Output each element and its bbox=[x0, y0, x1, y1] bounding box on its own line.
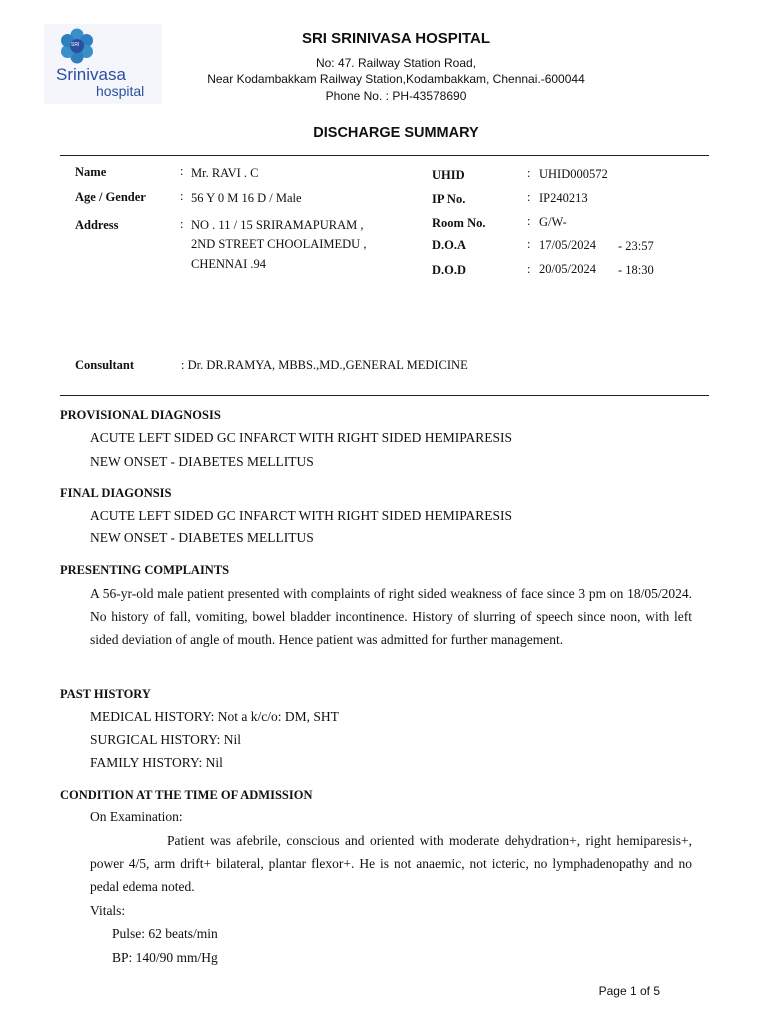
consultant-value: : Dr. DR.RAMYA, MBBS.,MD.,GENERAL MEDICINE bbox=[181, 358, 468, 372]
room-value: G/W- bbox=[539, 215, 567, 229]
age-gender-label: Age / Gender bbox=[75, 190, 146, 204]
provisional-diagnosis-heading: PROVISIONAL DIAGNOSIS bbox=[60, 408, 221, 422]
colon: : bbox=[180, 189, 184, 203]
consultant-label: Consultant bbox=[75, 358, 135, 372]
colon: : bbox=[527, 166, 531, 180]
provisional-diagnosis-line-1: ACUTE LEFT SIDED GC INFARCT WITH RIGHT SIDED HEMIPARESIS bbox=[90, 430, 513, 445]
top-divider bbox=[60, 155, 709, 156]
final-diagnosis-heading: FINAL DIAGONSIS bbox=[60, 486, 172, 500]
family-history: FAMILY HISTORY: Nil bbox=[90, 755, 223, 770]
patient-address-line-1: NO . 11 / 15 SRIRAMAPURAM , bbox=[191, 218, 364, 232]
complaints-text: A 56-yr-old male patient presented with complaints of right sided weakness of face since 3 pm on 18/05/2024. No history of fall, vomiting, bowel bladder incontinence. History of slurring of speech since noon, with left sided deviation of angle of mouth. Hence patient was admitted for further management. bbox=[90, 586, 692, 647]
colon: : bbox=[527, 214, 531, 228]
past-history-heading: PAST HISTORY bbox=[60, 687, 151, 701]
patient-age-gender: 56 Y 0 M 16 D / Male bbox=[191, 191, 302, 205]
room-label: Room No. bbox=[432, 216, 486, 230]
dod-time: - 18:30 bbox=[618, 263, 654, 277]
colon: : bbox=[180, 217, 184, 231]
address-label: Address bbox=[75, 218, 119, 232]
patient-divider bbox=[60, 395, 709, 396]
patient-address-line-2: 2ND STREET CHOOLAIMEDU , bbox=[191, 237, 367, 251]
surgical-history: SURGICAL HISTORY: Nil bbox=[90, 732, 242, 747]
ip-value: IP240213 bbox=[539, 191, 588, 205]
uhid-label: UHID bbox=[432, 168, 465, 182]
colon: : bbox=[527, 262, 531, 276]
dod-label: D.O.D bbox=[432, 263, 467, 277]
medical-history: MEDICAL HISTORY: Not a k/c/o: DM, SHT bbox=[90, 709, 339, 724]
document-title: DISCHARGE SUMMARY bbox=[313, 125, 479, 141]
ip-label: IP No. bbox=[432, 192, 466, 206]
colon: : bbox=[527, 237, 531, 251]
final-diagnosis-line-1: ACUTE LEFT SIDED GC INFARCT WITH RIGHT SIDED HEMIPARESIS bbox=[90, 508, 513, 523]
pulse-value: Pulse: 62 beats/min bbox=[112, 926, 218, 941]
address-line-2: Near Kodambakkam Railway Station,Kodambakkam, Chennai.-600044 bbox=[207, 72, 585, 86]
colon: : bbox=[180, 164, 184, 178]
patient-name: Mr. RAVI . C bbox=[191, 166, 259, 180]
logo-badge: SRI bbox=[71, 42, 80, 48]
bp-value: BP: 140/90 mm/Hg bbox=[112, 950, 218, 965]
final-diagnosis-line-2: NEW ONSET - DIABETES MELLITUS bbox=[90, 530, 314, 545]
provisional-diagnosis-line-2: NEW ONSET - DIABETES MELLITUS bbox=[90, 454, 314, 469]
name-label: Name bbox=[75, 165, 107, 179]
uhid-value: UHID000572 bbox=[539, 167, 608, 181]
doa-date: 17/05/2024 bbox=[539, 238, 596, 252]
logo-text-top: Srinivasa bbox=[56, 65, 126, 84]
doa-time: - 23:57 bbox=[618, 239, 654, 253]
phone-number: Phone No. : PH-43578690 bbox=[325, 89, 467, 103]
examination-text: Patient was afebrile, conscious and oriented with moderate dehydration+, right hemiparesis+, power 4/5, arm drift+ bilateral, plantar flexor+. He is not anaemic, not icteric, no lymphadenopathy and no pedal edema noted. bbox=[90, 833, 692, 894]
vitals-label: Vitals: bbox=[90, 903, 126, 918]
logo-text-bottom: hospital bbox=[96, 83, 145, 99]
dod-date: 20/05/2024 bbox=[539, 262, 596, 276]
page-number: Page 1 of 5 bbox=[598, 984, 660, 998]
colon: : bbox=[527, 190, 531, 204]
hospital-name: SRI SRINIVASA HOSPITAL bbox=[301, 30, 491, 47]
admission-condition-heading: CONDITION AT THE TIME OF ADMISSION bbox=[60, 788, 313, 802]
complaints-heading: PRESENTING COMPLAINTS bbox=[60, 563, 230, 577]
patient-address-line-3: CHENNAI .94 bbox=[191, 257, 266, 271]
address-line-1: No: 47. Railway Station Road, bbox=[315, 56, 477, 70]
doa-label: D.O.A bbox=[432, 238, 467, 252]
on-examination-label: On Examination: bbox=[90, 809, 183, 824]
